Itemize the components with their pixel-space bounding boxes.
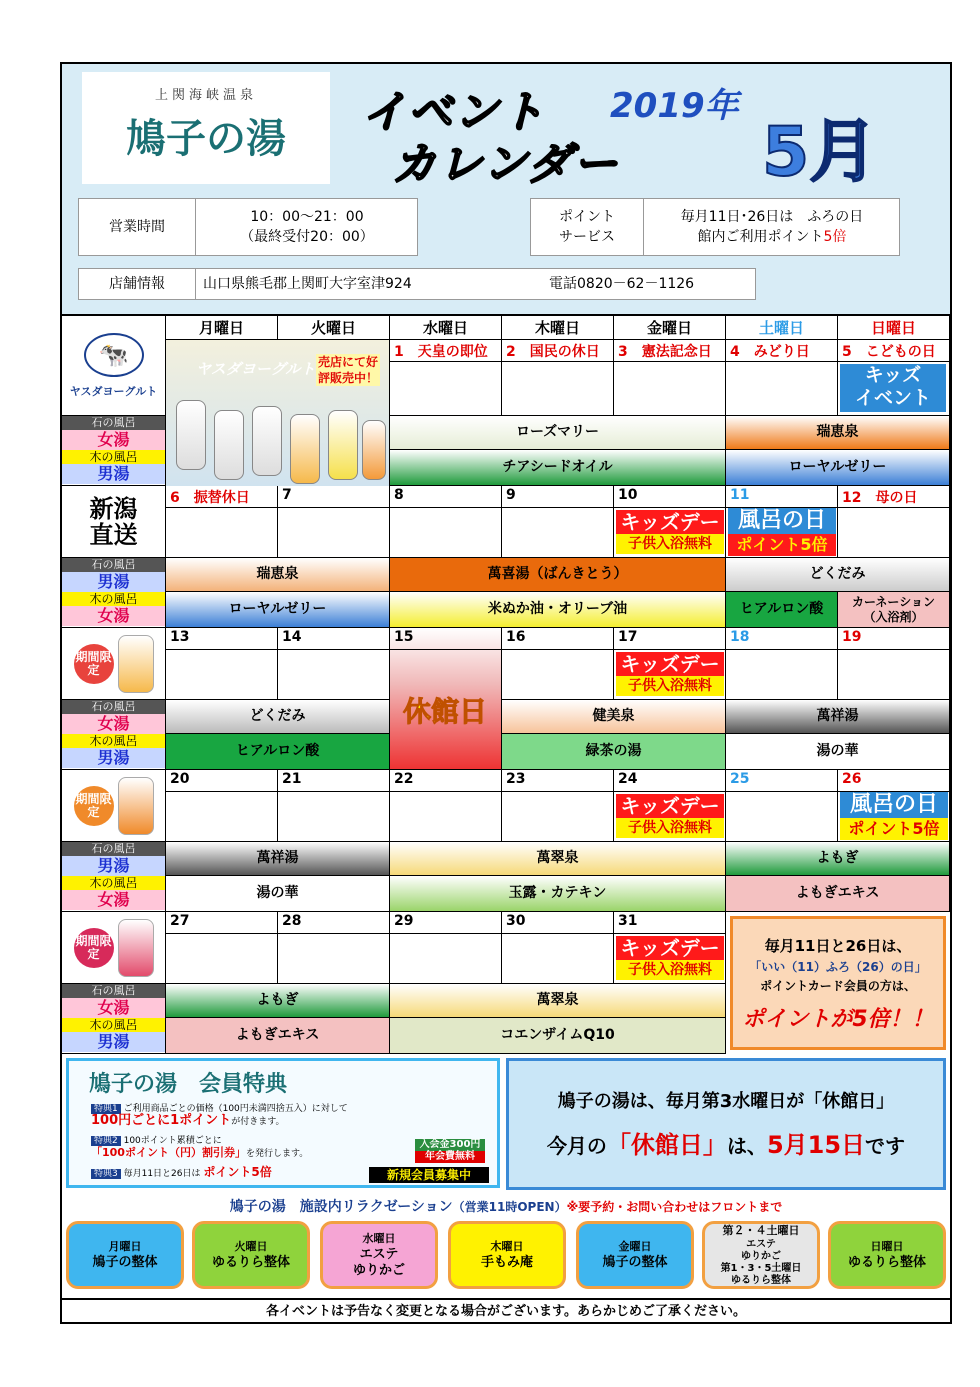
logo-main: 鳩子の湯 [126, 115, 286, 162]
day-number: 18 [730, 629, 750, 645]
weekday-sun: 日曜日 [838, 316, 950, 340]
closed-notice-2b: 「休館日」 [606, 1131, 727, 1159]
day-cell [614, 912, 726, 984]
bath-bar-text: カーネーション [852, 594, 935, 609]
relax-day: 日曜日 [870, 1240, 904, 1253]
fee-text: 入会金300円 [419, 1139, 481, 1150]
day-cell [502, 770, 614, 842]
men-label: 男湯 [62, 464, 165, 484]
benefit2-tag: 特典2 [91, 1136, 121, 1146]
bath-legend [62, 842, 166, 912]
day-number: 26 [842, 771, 862, 787]
promo-line4: ポイントが5倍！！ [742, 1007, 934, 1032]
bath-legend [62, 700, 166, 770]
closed-notice-2d: 5月15日 [766, 1131, 866, 1159]
kids-day: キッズデー [616, 936, 724, 960]
relax-card [66, 1221, 184, 1289]
month: 5月 [762, 113, 878, 192]
seasonal-badge: 期間限定 [74, 786, 114, 826]
day-number: 14 [282, 629, 302, 645]
hours-time: 10：00～21：00 [250, 209, 364, 225]
day-cell [614, 770, 726, 842]
women-label: 女湯 [62, 606, 165, 626]
bath-bar: 湯の華 [726, 734, 950, 770]
store-box [78, 268, 756, 300]
kids-free: 子供入浴無料 [616, 534, 724, 554]
points-label [531, 199, 643, 255]
points5: ポイント5倍 [840, 818, 948, 840]
day-number: 4 みどり日 [730, 344, 810, 360]
yogurt-product: ヤスダヨーグルト [196, 360, 316, 378]
bath-bar: 萬翠泉 [390, 984, 726, 1018]
bath-bar: 萬祥湯 [166, 842, 390, 876]
header [62, 64, 950, 316]
day-number: 21 [282, 771, 302, 787]
weekday-sat: 土曜日 [726, 316, 838, 340]
women-label: 女湯 [62, 890, 165, 910]
closed-notice-line1: 鳩子の湯は、毎月第3水曜日が「休館日」 [557, 1091, 895, 1112]
bottle-icon [214, 410, 244, 480]
benefit3-tag: 特典3 [91, 1169, 121, 1179]
furo-day: 風呂の日 [840, 792, 948, 818]
relax-day: 水曜日 [362, 1232, 396, 1245]
relax-day: 月曜日 [108, 1240, 142, 1253]
day-cell [838, 770, 950, 842]
points-text-2b: 5倍 [823, 229, 847, 245]
seasonal-badge: 期間限定 [74, 644, 114, 684]
day-cell [838, 628, 950, 700]
relax-card [448, 1221, 566, 1289]
day-cell [726, 486, 838, 558]
relax-card [192, 1221, 310, 1289]
cow-icon: 🐄 [84, 333, 144, 377]
bath-bar: 玉露・カテキン [390, 876, 726, 912]
benefit3-text: 毎月11日と26日は [123, 1169, 201, 1179]
furo-day: 風呂の日 [728, 508, 836, 534]
relax-day: 金曜日 [618, 1240, 652, 1253]
brand-cell [62, 316, 166, 416]
day-number: 5 こどもの日 [842, 344, 936, 360]
day-cell [502, 628, 614, 700]
day-cell [838, 486, 950, 558]
hours-box [78, 198, 418, 256]
relax-card [702, 1221, 820, 1289]
wood-bath-label: 木の風呂 [62, 876, 165, 890]
points-text-2a: 館内ご利用ポイント [697, 229, 824, 245]
member-title: 鳩子の湯 会員特典 [89, 1071, 288, 1097]
member-benefit1 [91, 1103, 411, 1128]
title-line2: カレンダー [392, 139, 620, 190]
weekday-mon: 月曜日 [166, 316, 278, 340]
day-cell [166, 770, 278, 842]
relax-title-c: ※要予約・お問い合わせはフロントまで [566, 1200, 783, 1214]
bath-legend [62, 416, 166, 486]
day-number: 8 [394, 487, 404, 503]
kids-free: 子供入浴無料 [616, 960, 724, 980]
closed-label: 休館日 [402, 695, 487, 728]
niigata-label: 新潟 直送 [89, 493, 138, 549]
hours-value [196, 199, 418, 255]
relax-name: 手もみ庵 [480, 1255, 533, 1270]
day-number: 12 母の日 [842, 490, 918, 506]
day-number: 19 [842, 629, 862, 645]
bath-bar: ヒアルロン酸 [166, 734, 390, 770]
bath-bar: 萬祥湯 [726, 700, 950, 734]
bath-bar: 米ぬか油・オリーブ油 [390, 592, 726, 628]
points-text-2 [698, 227, 847, 247]
bath-legend [62, 984, 166, 1054]
weekday-tue: 火曜日 [278, 316, 390, 340]
relax-name: ゆるりら整体 [847, 1255, 926, 1270]
bath-bar: 健美泉 [502, 700, 726, 734]
stone-bath-label: 石の風呂 [62, 842, 165, 856]
member-fee [415, 1139, 485, 1163]
benefit2-text2: を発行します。 [245, 1149, 309, 1159]
bath-bar: 萬翠泉 [390, 842, 726, 876]
wood-bath-label: 木の風呂 [62, 592, 165, 606]
relax-name: エステ ゆりかご 第1・3・5土曜日 ゆるりら整体 [720, 1239, 802, 1286]
men-label: 男湯 [62, 856, 165, 876]
stone-bath-label: 石の風呂 [62, 416, 165, 430]
benefit1-tag: 特典1 [91, 1104, 121, 1114]
yogurt-sale: 売店にて好評販売中！ [317, 355, 378, 385]
member-recruit: 新規会員募集中 [369, 1167, 489, 1183]
bath-bar: 緑茶の湯 [502, 734, 726, 770]
day-number: 28 [282, 913, 302, 929]
promo-line1: 毎月11日と26日は、 [764, 937, 912, 955]
points-label-2: サービス [559, 229, 615, 245]
day-cell [838, 340, 950, 416]
closed-notice-2a: 今月の [546, 1134, 607, 1158]
weekday-thu: 木曜日 [502, 316, 614, 340]
men-label: 男湯 [62, 1032, 165, 1052]
day-number: 27 [170, 913, 190, 929]
logo [82, 72, 330, 184]
relax-card [576, 1221, 694, 1289]
promo-line3: ポイントカード会員の方は、 [760, 979, 916, 993]
relax-title [62, 1196, 950, 1218]
wood-bath-label: 木の風呂 [62, 450, 165, 464]
day-cell [726, 628, 838, 700]
stone-bath-label: 石の風呂 [62, 700, 165, 714]
closed-notice [506, 1058, 946, 1190]
day-cell [278, 770, 390, 842]
brand-name: ヤスダヨーグルト [69, 384, 158, 398]
kids-day: キッズデー [616, 652, 724, 676]
weekday-wed: 水曜日 [390, 316, 502, 340]
relax-name: 鳩子の整体 [92, 1255, 158, 1270]
points-box [530, 198, 900, 256]
bath-bar: コエンザイムQ10 [390, 1018, 726, 1054]
day-number: 1 天皇の即位 [394, 344, 488, 360]
day-cell [166, 486, 278, 558]
bath-bar: チアシードオイル [390, 450, 726, 486]
bottle-icon [252, 406, 282, 476]
day-cell [278, 628, 390, 700]
day-number: 7 [282, 487, 292, 503]
points-label-1: ポイント [559, 209, 615, 225]
bottle-icon [176, 400, 206, 470]
day-number: 24 [618, 771, 638, 787]
day-number: 2 国民の休日 [506, 344, 600, 360]
fee-free: 年会費無料 [415, 1151, 485, 1163]
bath-bar: よもぎエキス [726, 876, 950, 912]
day-number: 31 [618, 913, 638, 929]
kids-event: キッズ イベント [840, 364, 946, 412]
day-cell [502, 486, 614, 558]
bottle-icon [328, 410, 358, 480]
day-number: 13 [170, 629, 190, 645]
benefit2-text: 100ポイント累積ごとに [123, 1136, 222, 1146]
women-label: 女湯 [62, 998, 165, 1018]
day-number: 20 [170, 771, 190, 787]
day-number: 10 [618, 487, 638, 503]
benefit1-big: 100円ごとに1ポイント [91, 1113, 232, 1128]
benefit2-big: 「100ポイント（円）割引券」 [91, 1146, 246, 1159]
relax-day: 木曜日 [490, 1240, 524, 1253]
day-cell [390, 486, 502, 558]
day-number: 29 [394, 913, 414, 929]
day-number: 11 [730, 487, 750, 503]
footer-notice: 各イベントは予告なく変更となる場合がございます。あらかじめご了承ください。 [62, 1298, 950, 1322]
men-label: 男湯 [62, 572, 165, 592]
wood-bath-label: 木の風呂 [62, 1018, 165, 1032]
day-cell [166, 628, 278, 700]
store-label: 店舗情報 [109, 276, 165, 292]
stone-bath-label: 石の風呂 [62, 984, 165, 998]
points-text-1: 毎月11日･26日は ふろの日 [680, 209, 864, 225]
relax-name: 鳩子の整体 [602, 1255, 668, 1270]
bath-bar: どくだみ [166, 700, 390, 734]
day-number: 3 憲法記念日 [618, 344, 712, 360]
wood-bath-label: 木の風呂 [62, 734, 165, 748]
day-number: 23 [506, 771, 526, 787]
seasonal-cell [62, 770, 166, 842]
kids-day: キッズデー [616, 794, 724, 818]
bath-bar: ローズマリー [390, 416, 726, 450]
day-cell [390, 912, 502, 984]
day-cell [726, 340, 838, 416]
bottle-icon [118, 919, 154, 977]
day-number: 6 振替休日 [170, 490, 250, 506]
day-cell [726, 770, 838, 842]
seasonal-badge: 期間限定 [74, 928, 114, 968]
day-cell [390, 340, 502, 416]
member-benefit3 [91, 1165, 411, 1181]
day-cell [390, 770, 502, 842]
women-label: 女湯 [62, 714, 165, 734]
bath-bar: 萬喜湯（ばんきとう） [390, 558, 726, 592]
weekday-fri: 金曜日 [614, 316, 726, 340]
day-number: 16 [506, 629, 526, 645]
hours-label: 営業時間 [109, 219, 165, 235]
relax-name: ゆるりら整体 [211, 1255, 290, 1270]
points5: ポイント5倍 [728, 534, 836, 556]
store-address: 山口県熊毛郡上関町大字室津924 [203, 276, 412, 292]
closed-notice-2c: は、 [726, 1134, 767, 1158]
bath-bar: よもぎ [166, 984, 390, 1018]
points-text [644, 199, 900, 255]
bath-legend [62, 558, 166, 628]
relax-card [828, 1221, 946, 1289]
day-cell [614, 486, 726, 558]
bath-bar: よもぎ [726, 842, 950, 876]
store-phone: 電話0820－62－1126 [549, 276, 695, 292]
kids-free: 子供入浴無料 [616, 676, 724, 696]
closed-notice-2e: です [865, 1134, 906, 1158]
bath-bar-text: （入浴剤） [863, 609, 924, 624]
day-cell [502, 912, 614, 984]
bath-bar: ローヤルゼリー [166, 592, 390, 628]
day-cell [502, 340, 614, 416]
stone-bath-label: 石の風呂 [62, 558, 165, 572]
relax-day: 火曜日 [234, 1240, 268, 1253]
title-line1: イベント [362, 87, 546, 138]
year: 2019年 [610, 86, 739, 126]
kids-free: 子供入浴無料 [616, 818, 724, 838]
seasonal-cell [62, 912, 166, 984]
bath-bar: ローヤルゼリー [726, 450, 950, 486]
women-label: 女湯 [62, 430, 165, 450]
benefit3-big: ポイント5倍 [203, 1165, 272, 1179]
bath-bar: どくだみ [726, 558, 950, 592]
closed-notice-line2 [509, 1125, 943, 1160]
relax-name: エステ ゆりかご [352, 1247, 405, 1278]
relax-day: 第２・４土曜日 [722, 1224, 800, 1237]
day-number: 9 [506, 487, 516, 503]
relax-card [320, 1221, 438, 1289]
kids-day: キッズデー [616, 510, 724, 534]
day-number: 22 [394, 771, 414, 787]
relax-title-a: 鳩子の湯 施設内リラクゼーション [229, 1199, 453, 1215]
bottle-icon [118, 635, 154, 693]
day-cell [166, 912, 278, 984]
bath-bar: よもぎエキス [166, 1018, 390, 1054]
promo-box [730, 916, 946, 1050]
member-benefit2 [91, 1135, 411, 1160]
bath-bar: ヒアルロン酸 [726, 592, 838, 628]
day-cell [614, 628, 726, 700]
day-number: 15 [394, 629, 414, 645]
day-number: 25 [730, 771, 750, 787]
member-box [66, 1058, 500, 1188]
bottle-icon [118, 777, 154, 835]
calendar-frame [60, 62, 952, 1324]
logo-sub: 上関海峡温泉 [154, 88, 257, 103]
bottle-icon [290, 414, 320, 484]
day-number: 17 [618, 629, 638, 645]
day-cell [614, 340, 726, 416]
hours-note: （最終受付20：00） [240, 229, 374, 245]
bath-bar [838, 592, 950, 628]
seasonal-cell [62, 628, 166, 700]
bath-bar: 湯の華 [166, 876, 390, 912]
bottle-icon [362, 420, 386, 480]
promo-line2: 「いい（11）ふろ（26）の日」 [749, 960, 927, 974]
day-cell [278, 912, 390, 984]
day-number: 30 [506, 913, 526, 929]
bath-bar: 瑞恵泉 [726, 416, 950, 450]
men-label: 男湯 [62, 748, 165, 768]
benefit1-text2: が付きます。 [231, 1117, 285, 1127]
day-cell [278, 486, 390, 558]
closed-day-cell [390, 628, 502, 770]
benefit1-text: ご利用商品ごとの価格（100円未満四捨五入）に対して [123, 1104, 348, 1114]
bath-bar: 瑞恵泉 [166, 558, 390, 592]
relax-title-b: （営業11時OPEN） [452, 1200, 567, 1214]
niigata-cell [62, 486, 166, 558]
